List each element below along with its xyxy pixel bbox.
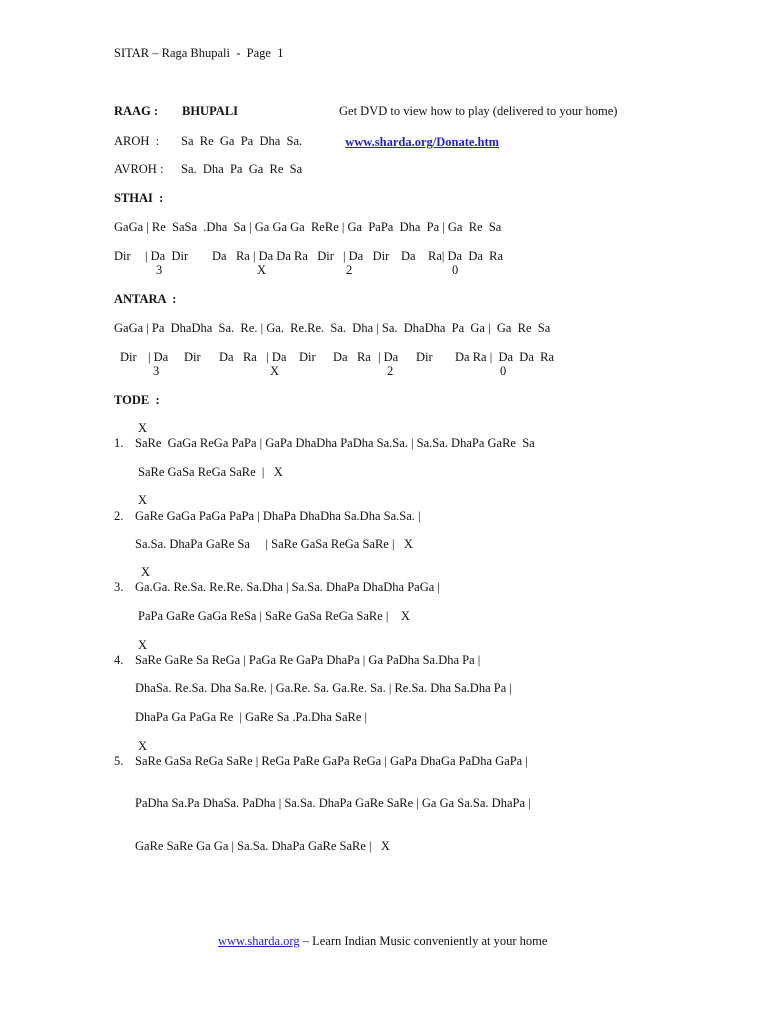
antara-bol-5: Dir — [299, 350, 316, 364]
tode-2-number: 2. — [114, 509, 124, 523]
antara-bol-4: Da Ra | Da — [219, 350, 287, 364]
sthai-beat-2: X — [257, 263, 267, 277]
tode-4-line-1: SaRe GaRe Sa ReGa | PaGa Re GaPa DhaPa | Ga PaDha Sa.Dha Pa | — [135, 653, 481, 667]
page-header: SITAR – Raga Bhupali - Page 1 — [114, 46, 284, 60]
sthai-beat-3: 2 — [346, 263, 353, 277]
antara-beat-3: 2 — [387, 364, 394, 378]
tode-2-marker: X — [138, 493, 148, 507]
sthai-bol-6: Ra| Da Da Ra — [428, 249, 504, 263]
antara-bol-9: Da Ra | Da Da Ra — [455, 350, 554, 364]
promo-text: Get DVD to view how to play (delivered to your home) — [339, 104, 618, 118]
antara-heading: ANTARA : — [114, 292, 177, 306]
tode-4-number: 4. — [114, 653, 124, 667]
sthai-notes: GaGa | Re SaSa .Dha Sa | Ga Ga Ga ReRe | Ga PaPa Dha Pa | Ga Re Sa — [114, 220, 502, 234]
tode-5-marker: X — [138, 739, 148, 753]
sthai-bol-1: Dir — [114, 249, 131, 263]
raag-label: RAAG : — [114, 104, 159, 118]
footer-text: – Learn Indian Music conveniently at your home — [299, 934, 548, 948]
sthai-bol-5: Da — [401, 249, 416, 263]
raag-name: BHUPALI — [182, 104, 239, 118]
tode-4-marker: X — [138, 638, 148, 652]
antara-bol-3: Dir — [184, 350, 201, 364]
footer-link[interactable]: www.sharda.org — [218, 934, 300, 948]
antara-beat-2: X — [270, 364, 280, 378]
antara-bol-6: Da Ra — [333, 350, 371, 364]
tode-3-line-1: Ga.Ga. Re.Sa. Re.Re. Sa.Dha | Sa.Sa. DhaPa DhaDha PaGa | — [135, 580, 440, 594]
tode-5-line-1: SaRe GaSa ReGa SaRe | ReGa PaRe GaPa ReGa | GaPa DhaGa PaDha GaPa | — [135, 754, 528, 768]
tode-1-number: 1. — [114, 436, 124, 450]
tode-1-marker: X — [138, 421, 148, 435]
tode-3-line-2: PaPa GaRe GaGa ReSa | SaRe GaSa ReGa SaRe | X — [138, 609, 410, 623]
tode-4-line-2: DhaSa. Re.Sa. Dha Sa.Re. | Ga.Re. Sa. Ga.Re. Sa. | Re.Sa. Dha Sa.Dha Pa | — [135, 681, 512, 695]
sthai-bol-3: Da Ra | Da Da Ra Dir — [212, 249, 334, 263]
antara-notes: GaGa | Pa DhaDha Sa. Re. | Ga. Re.Re. Sa. Dha | Sa. DhaDha Pa Ga | Ga Re Sa — [114, 321, 551, 335]
antara-bol-7: | Da — [378, 350, 399, 364]
sthai-beat-1: 3 — [156, 263, 163, 277]
sthai-bol-4: | Da Dir — [343, 249, 390, 263]
tode-1-line-1: SaRe GaGa ReGa PaPa | GaPa DhaDha PaDha Sa.Sa. | Sa.Sa. DhaPa GaRe Sa — [135, 436, 535, 450]
tode-2-line-2: Sa.Sa. DhaPa GaRe Sa | SaRe GaSa ReGa SaRe | X — [135, 537, 413, 551]
sthai-beat-4: 0 — [452, 263, 459, 277]
promo-link-wrap — [339, 120, 499, 150]
antara-beat-1: 3 — [153, 364, 160, 378]
tode-2-line-1: GaRe GaGa PaGa PaPa | DhaPa DhaDha Sa.Dha Sa.Sa. | — [135, 509, 421, 523]
tode-5-line-2: PaDha Sa.Pa DhaSa. PaDha | Sa.Sa. DhaPa GaRe SaRe | Ga Ga Sa.Sa. DhaPa | — [135, 796, 531, 810]
footer — [218, 934, 547, 949]
sthai-bol-2: | Da Dir — [145, 249, 189, 263]
antara-beat-4: 0 — [500, 364, 507, 378]
aroh-label: AROH : — [114, 134, 160, 148]
tode-5-line-3: GaRe SaRe Ga Ga | Sa.Sa. DhaPa GaRe SaRe | X — [135, 839, 390, 853]
tode-1-line-2: SaRe GaSa ReGa SaRe | X — [138, 465, 283, 479]
tode-5-number: 5. — [114, 754, 124, 768]
antara-bol-8: Dir — [416, 350, 433, 364]
sthai-heading: STHAI : — [114, 191, 164, 205]
tode-4-line-3: DhaPa Ga PaGa Re | GaRe Sa .Pa.Dha SaRe | — [135, 710, 368, 724]
tode-heading: TODE : — [114, 393, 160, 407]
aroh-notes: Sa Re Ga Pa Dha Sa. — [181, 134, 303, 148]
antara-bol-2: | Da — [148, 350, 169, 364]
avroh-notes: Sa. Dha Pa Ga Re Sa — [181, 162, 303, 176]
antara-bol-1: Dir — [120, 350, 137, 364]
donate-link[interactable]: www.sharda.org/Donate.htm — [345, 135, 500, 149]
avroh-label: AVROH : — [114, 162, 164, 176]
tode-3-number: 3. — [114, 580, 124, 594]
tode-3-marker: X — [141, 565, 151, 579]
